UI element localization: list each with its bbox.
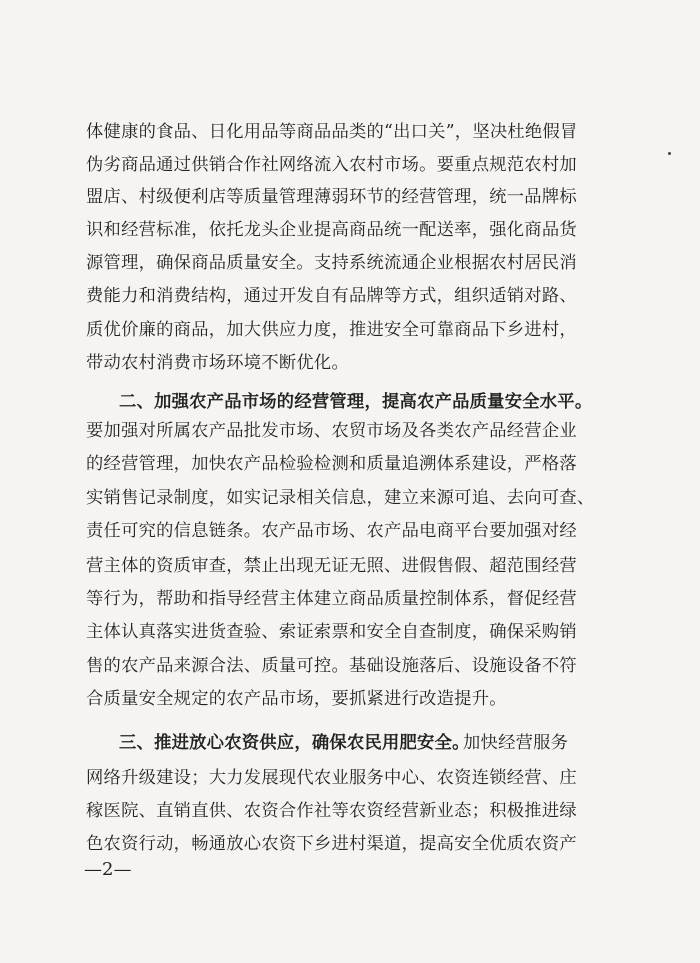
text-line: 的经营管理，加快农产品检验检测和质量追溯体系建设，严格落 xyxy=(86,454,577,474)
section-heading-2: 二、加强农产品市场的经营管理，提高农产品质量安全水平。 xyxy=(119,392,593,412)
text-line: 实销售记录制度，如实记录相关信息，建立来源可追、去向可查、 xyxy=(86,488,595,508)
text-line: 稼医院、直销直供、农资合作社等农资经营新业态；积极推进绿 xyxy=(86,801,577,821)
text-line: 源管理，确保商品质量安全。支持系统流通企业根据农村居民消 xyxy=(86,253,577,273)
text-line: 识和经营标准，依托龙头企业提高商品统一配送率，强化商品货 xyxy=(86,220,577,240)
section-heading-3: 三、推进放心农资供应，确保农民用肥安全。 xyxy=(119,733,470,753)
text-line: 售的农产品来源合法、质量可控。基础设施落后、设施设备不符 xyxy=(86,656,577,676)
scan-mark xyxy=(668,152,671,155)
text-line: 色农资行动，畅通放心农资下乡进村渠道，提高安全优质农资产 xyxy=(86,834,577,854)
text-line: 等行为，帮助和指导经营主体建立商品质量控制体系，督促经营 xyxy=(86,589,577,609)
text-line: 网络升级建设；大力发展现代农业服务中心、农资连锁经营、庄 xyxy=(86,768,577,788)
text-line: 营主体的资质审查，禁止出现无证无照、进假售假、超范围经营 xyxy=(86,556,577,576)
text-line: 合质量安全规定的农产品市场，要抓紧进行改造提升。 xyxy=(86,689,507,709)
text-line: 要加强对所属农产品批发市场、农贸市场及各类农产品经营企业 xyxy=(86,421,577,441)
text-line: 主体认真落实进货查验、索证索票和安全自查制度，确保采购销 xyxy=(86,622,577,642)
text-line: 伪劣商品通过供销合作社网络流入农村市场。要重点规范农村加 xyxy=(86,155,577,175)
text-line: 费能力和消费结构，通过开发自有品牌等方式，组织适销对路、 xyxy=(86,286,577,306)
text-line: 盟店、村级便利店等质量管理薄弱环节的经营管理，统一品牌标 xyxy=(86,187,577,207)
text-line: 带动农村消费市场环境不断优化。 xyxy=(86,353,349,373)
text-line: 质优价廉的商品，加大供应力度，推进安全可靠商品下乡进村， xyxy=(86,320,577,340)
page-number: —2— xyxy=(84,859,132,880)
text-line: 体健康的食品、日化用品等商品品类的“出口关”，坚决杜绝假冒 xyxy=(86,122,578,142)
text-line: 责任可究的信息链条。农产品市场、农产品电商平台要加强对经 xyxy=(86,521,577,541)
text-line: 加快经营服务 xyxy=(463,733,569,753)
